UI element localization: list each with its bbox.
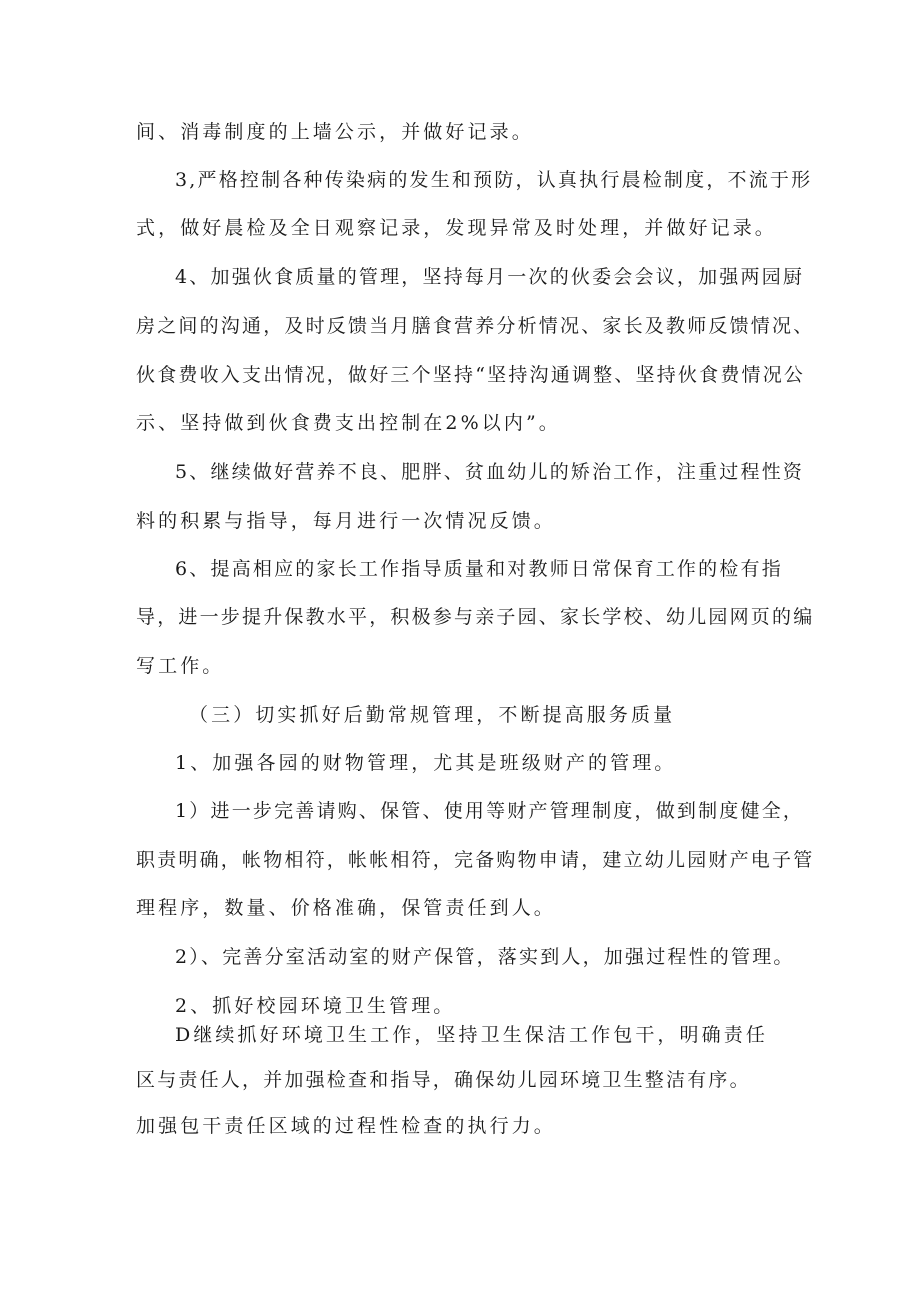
text-line: 伙食费收入支出情况，做好三个坚持“坚持沟通调整、坚持伙食费情况公	[136, 364, 806, 386]
text-line: D继续抓好环境卫生工作，坚持卫生保洁工作包干，明确责任	[175, 1024, 768, 1046]
text-line: 间、消毒制度的上墙公示，并做好记录。	[136, 121, 534, 143]
text-line: 2）、完善分室活动室的财产保管，落实到人，加强过程性的管理。	[175, 946, 795, 968]
section-heading: （三）切实抓好后勤常规管理，不断提高服务质量	[189, 704, 676, 726]
text-line: 3,严格控制各种传染病的发生和预防，认真执行晨检制度，不流于形	[175, 169, 813, 191]
text-line: 加强包干责任区域的过程性检查的执行力。	[136, 1115, 556, 1137]
text-line: 1）进一步完善请购、保管、使用等财产管理制度，做到制度健全，	[175, 800, 805, 822]
text-line: 房之间的沟通，及时反馈当月膳食营养分析情况、家长及教师反馈情况、	[136, 315, 815, 337]
text-line: 2、抓好校园环境卫生管理。	[175, 995, 456, 1017]
text-line: 料的积累与指导，每月进行一次情况反馈。	[136, 510, 556, 532]
text-line: 4、加强伙食质量的管理，坚持每月一次的伙委会会议，加强两园厨	[175, 266, 805, 288]
text-line: 职责明确，帐物相符，帐帐相符，完备购物申请，建立幼儿园财产电子管	[136, 849, 815, 871]
text-line: 式，做好晨检及全日观察记录，发现异常及时处理，并做好记录。	[136, 217, 777, 239]
text-line: 理程序，数量、价格准确，保管责任到人。	[136, 897, 556, 919]
text-line: 5、继续做好营养不良、肥胖、贫血幼儿的矫治工作，注重过程性资	[175, 461, 805, 483]
text-line: 6、提高相应的家长工作指导质量和对教师日常保育工作的检有指	[175, 558, 783, 580]
text-line: 区与责任人，并加强检查和指导，确保幼儿园环境卫生整洁有序。	[136, 1069, 751, 1091]
text-line: 写工作。	[136, 655, 225, 677]
text-line: 导，进一步提升保教水平，积极参与亲子园、家长学校、幼儿园网页的编	[136, 606, 815, 628]
text-line: 示、坚持做到伙食费支出控制在2%以内”。	[136, 412, 561, 434]
text-line: 1、加强各园的财物管理，尤其是班级财产的管理。	[175, 752, 677, 774]
